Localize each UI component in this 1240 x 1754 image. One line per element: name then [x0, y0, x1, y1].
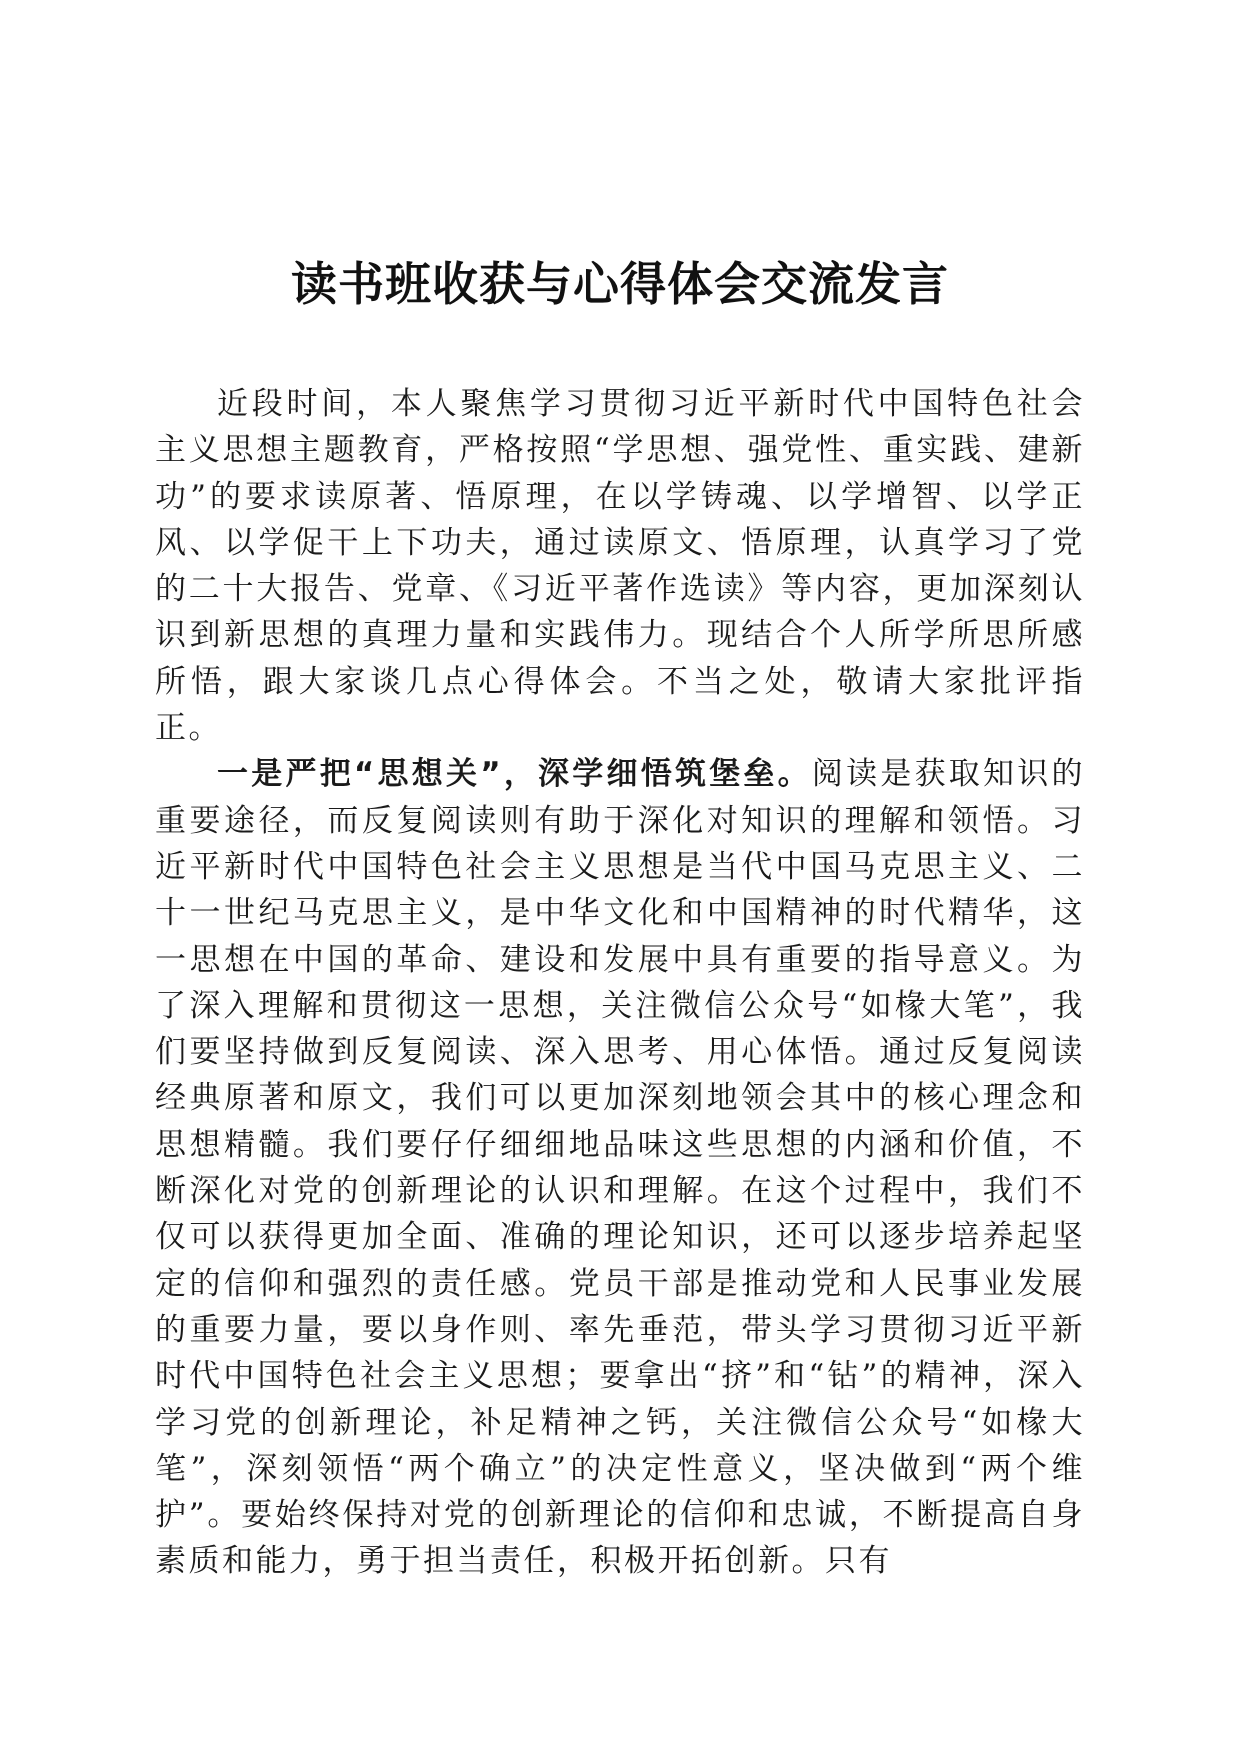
document-title: 读书班收获与心得体会交流发言 [291, 257, 949, 311]
paragraph-intro [155, 381, 1085, 751]
paragraph-point-one [155, 751, 1085, 1584]
paragraph-heading: 一是严把“思想关”，深学细悟筑堡垒。 [217, 756, 812, 793]
document-body [155, 381, 1085, 1585]
paragraph-text: 近段时间，本人聚焦学习贯彻习近平新时代中国特色社会主义思想主题教育，严格按照“学思想、强党性、重实践、建新功”的要求读原著、悟原理，在以学铸魂、以学增智、以学正风、以学促干上下功夫，通过读原文、悟原理，认真学习了党的二十大报告、党章、《习近平著作选读》等内容，更加深刻认识到新思想的真理力量和实践伟力。现结合个人所学所思所感所悟，跟大家谈几点心得体会。不当之处，敬请大家批评指正。 [155, 386, 1085, 747]
paragraph-text: 阅读是获取知识的重要途径，而反复阅读则有助于深化对知识的理解和领悟。习近平新时代中国特色社会主义思想是当代中国马克思主义、二十一世纪马克思主义，是中华文化和中国精神的时代精华，这一思想在中国的革命、建设和发展中具有重要的指导意义。为了深入理解和贯彻这一思想，关注微信公众号“如椽大笔”，我们要坚持做到反复阅读、深入思考、用心体悟。通过反复阅读经典原著和原文，我们可以更加深刻地领会其中的核心理念和思想精髓。我们要仔仔细细地品味这些思想的内涵和价值，不断深化对党的创新理论的认识和理解。在这个过程中，我们不仅可以获得更加全面、准确的理论知识，还可以逐步培养起坚定的信仰和强烈的责任感。党员干部是推动党和人民事业发展的重要力量，要以身作则、率先垂范，带头学习贯彻习近平新时代中国特色社会主义思想；要拿出“挤”和“钻”的精神，深入学习党的创新理论，补足精神之钙，关注微信公众号“如椽大笔”，深刻领悟“两个确立”的决定性意义，坚决做到“两个维护”。要始终保持对党的创新理论的信仰和忠诚，不断提高自身素质和能力，勇于担当责任，积极开拓创新。只有 [155, 756, 1085, 1580]
